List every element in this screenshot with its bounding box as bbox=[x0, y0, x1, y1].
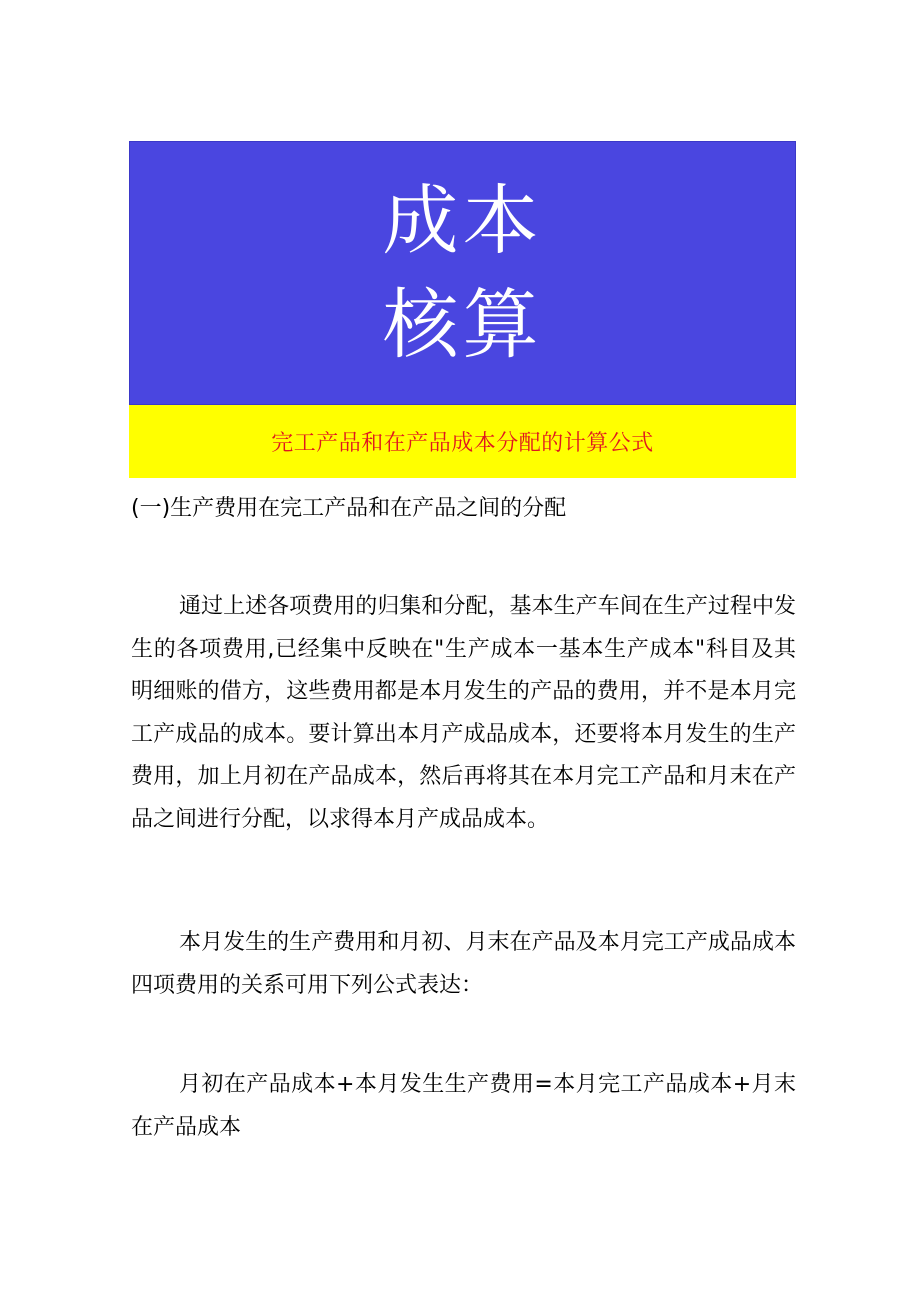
formula-paragraph: 月初在产品成本+本月发生生产费用=本月完工产品成本+月末在产品成本 bbox=[131, 1072, 796, 1140]
banner-title-line-1: 成本 bbox=[382, 176, 543, 265]
subtitle-text: 完工产品和在产品成本分配的计算公式 bbox=[271, 431, 654, 456]
section-heading: (一)生产费用在完工产品和在产品之间的分配 bbox=[131, 496, 567, 521]
body-paragraph-2: 本月发生的生产费用和月初、月末在产品及本月完工产成品成本四项费用的关系可用下列公式表达： bbox=[131, 930, 796, 998]
subtitle-bar bbox=[129, 405, 796, 478]
body-paragraph-1: 通过上述各项费用的归集和分配，基本生产车间在生产过程中发生的各项费用,已经集中反映在"生产成本一基本生产成本"科目及其明细账的借方，这些费用都是本月发生的产品的费用，并不是本月完工产成品的成本。要计算出本月产成品成本，还要将本月发生的生产费用，加上月初在产品成本，然后再将其在本月完工产品和月末在产品之间进行分配，以求得本月产成品成本。 bbox=[131, 594, 796, 832]
banner-title-line-2: 核算 bbox=[382, 280, 543, 369]
title-banner bbox=[129, 141, 796, 405]
